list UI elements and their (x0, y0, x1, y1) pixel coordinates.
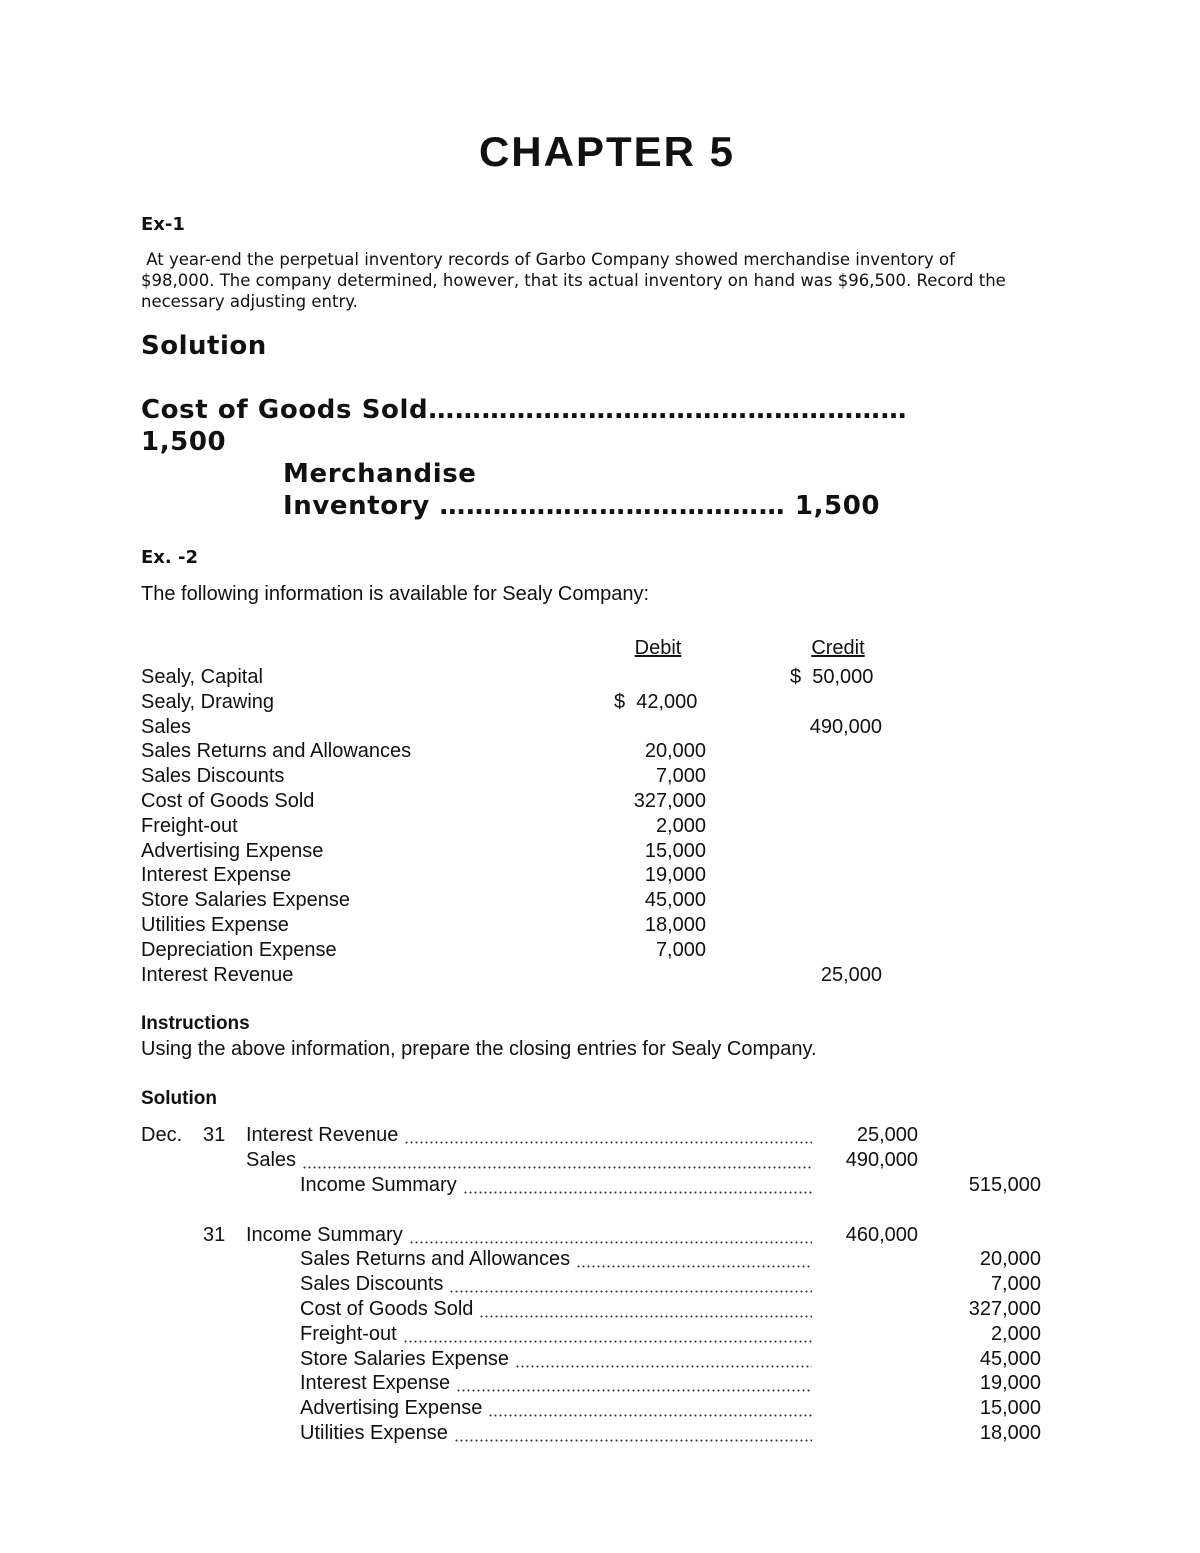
ex2-solution-heading: Solution (141, 1088, 217, 1109)
debit-amount: $ 42,000 (614, 690, 698, 713)
credit-amount: 490,000 (809, 715, 882, 738)
journal-debit: 490,000 (845, 1149, 918, 1171)
ex1-heading: Ex-1 (141, 214, 185, 235)
dot-leader (404, 1141, 812, 1144)
journal-debit: 460,000 (845, 1224, 918, 1246)
debit-amount: 19,000 (644, 864, 706, 887)
entry-account: Interest Expense (300, 1372, 451, 1394)
journal-debit: 25,000 (856, 1124, 918, 1146)
credit-column-header: Credit (811, 637, 865, 659)
ex1-problem (141, 249, 1006, 312)
entry-account: Freight-out (300, 1323, 397, 1345)
entry-account: Income Summary (300, 1174, 457, 1196)
page-title: CHAPTER 5 (478, 128, 736, 175)
entry-account: Sales Returns and Allowances (300, 1248, 571, 1270)
entry-day: 31 (203, 1124, 226, 1146)
account-name: Freight-out (141, 814, 238, 837)
ex1-problem-line: At year-end the perpetual inventory records of Garbo Company showed merchandise inventory of (141, 250, 955, 269)
debit-amount: 15,000 (644, 839, 706, 862)
dot-leader (576, 1265, 812, 1268)
entry-account: Cost of Goods Sold (300, 1298, 474, 1320)
dot-leader (479, 1315, 812, 1318)
ex1-credit-amount: 1,500 (794, 491, 881, 521)
instructions-text: Using the above information, prepare the closing entries for Sealy Company. (141, 1038, 817, 1060)
ex1-solution-heading: Solution (141, 331, 267, 361)
debit-amount: 20,000 (644, 740, 706, 763)
entry-account: Sales (246, 1149, 297, 1171)
dot-leader (449, 1290, 812, 1293)
entry-account: Interest Revenue (246, 1124, 399, 1146)
ex1-debit-amount: 1,500 (141, 427, 227, 457)
entry-month: Dec. (141, 1124, 183, 1146)
ex1-debit-leader: ……………………………………………… (428, 395, 908, 425)
account-name: Sales Discounts (141, 765, 285, 788)
entry-account: Sales Discounts (300, 1273, 444, 1295)
entry-account: Advertising Expense (300, 1397, 483, 1419)
account-name: Depreciation Expense (141, 938, 337, 961)
ex1-debit-line (141, 395, 907, 425)
journal-credit: 327,000 (968, 1298, 1041, 1320)
journal-credit: 20,000 (979, 1248, 1041, 1270)
account-name: Interest Expense (141, 864, 292, 887)
account-name: Store Salaries Expense (141, 889, 351, 912)
ex2-heading: Ex. -2 (141, 547, 199, 568)
ex1-credit-account-line1: Merchandise (283, 459, 477, 489)
ex1-credit-account-line2: Inventory (283, 491, 430, 521)
debit-amount: 18,000 (644, 914, 706, 936)
ex1-credit-line (283, 491, 880, 521)
dot-leader (515, 1365, 812, 1368)
debit-column-header: Debit (634, 637, 682, 659)
ex1-problem-line: necessary adjusting entry. (141, 292, 358, 311)
dot-leader (488, 1414, 812, 1417)
debit-amount: 45,000 (644, 889, 706, 912)
instructions-heading: Instructions (141, 1013, 250, 1034)
credit-amount: 25,000 (820, 963, 882, 986)
debit-amount: 7,000 (655, 938, 706, 961)
ex2-intro: The following information is available for Sealy Company: (141, 583, 650, 605)
debit-amount: 327,000 (633, 790, 706, 812)
journal-credit: 515,000 (968, 1174, 1041, 1196)
entry-account: Utilities Expense (300, 1422, 448, 1444)
dot-leader (409, 1241, 812, 1244)
dot-leader (403, 1340, 812, 1343)
dot-leader (302, 1166, 812, 1169)
account-name: Sales (141, 715, 192, 738)
entry-account: Store Salaries Expense (300, 1348, 510, 1370)
entry-day: 31 (203, 1224, 226, 1246)
journal-credit: 7,000 (990, 1273, 1041, 1295)
ex1-debit-account: Cost of Goods Sold (141, 395, 429, 425)
journal-credit: 18,000 (979, 1422, 1041, 1444)
account-name: Sealy, Drawing (141, 690, 275, 713)
ex1-problem-line: $98,000. The company determined, however, that its actual inventory on hand was $96,500. Record the (141, 271, 1006, 290)
debit-amount: 7,000 (655, 765, 706, 788)
ex1-credit-leader: ………………………………… (439, 491, 786, 521)
journal-credit: 19,000 (979, 1372, 1041, 1394)
dot-leader (463, 1191, 812, 1194)
dot-leader (454, 1439, 812, 1442)
dot-leader (456, 1389, 812, 1392)
account-name: Sealy, Capital (141, 666, 263, 688)
journal-credit: 2,000 (990, 1323, 1041, 1345)
entry-account: Income Summary (246, 1224, 403, 1246)
journal-credit: 15,000 (979, 1397, 1041, 1419)
account-name: Cost of Goods Sold (141, 790, 315, 812)
account-name: Interest Revenue (141, 963, 294, 986)
account-name: Sales Returns and Allowances (141, 740, 412, 763)
account-name: Advertising Expense (141, 839, 324, 862)
journal-credit: 45,000 (979, 1348, 1041, 1370)
debit-amount: 2,000 (655, 814, 706, 837)
credit-amount: $ 50,000 (790, 666, 874, 688)
account-name: Utilities Expense (141, 914, 289, 936)
